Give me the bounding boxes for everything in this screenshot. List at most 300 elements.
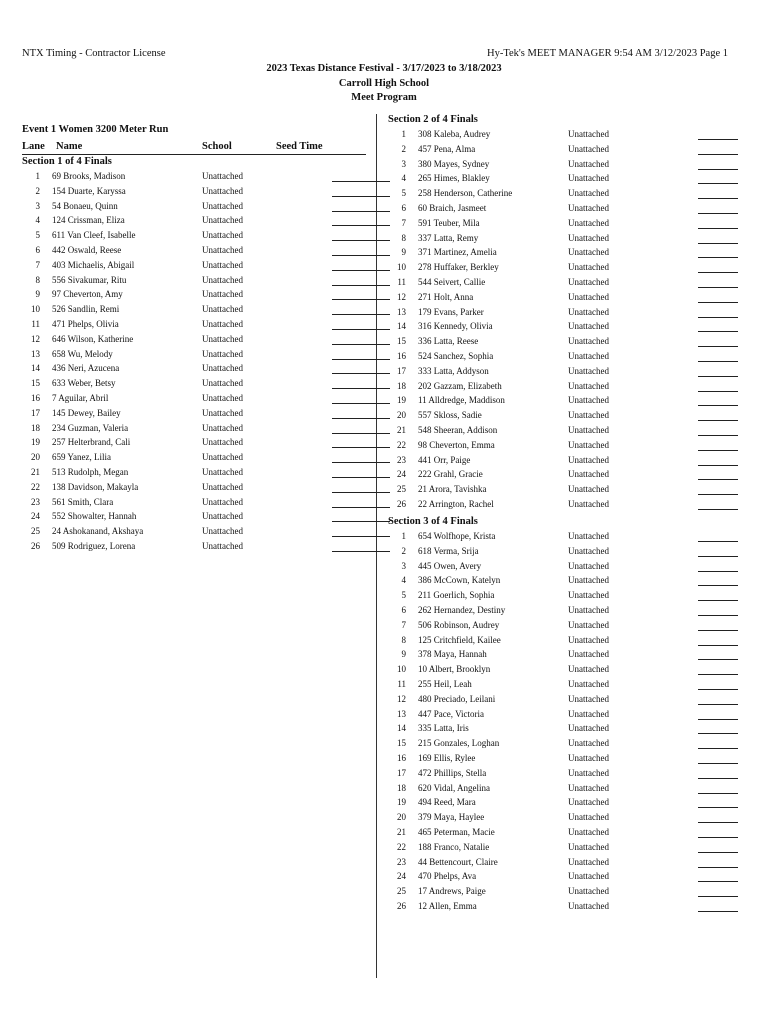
entry-lane: 23 bbox=[31, 496, 40, 507]
entry-row bbox=[388, 425, 738, 440]
section-title: Section 2 of 4 Finals bbox=[388, 114, 478, 125]
entry-row bbox=[388, 620, 738, 635]
entry-lane: 19 bbox=[31, 437, 40, 448]
entry-name: 371 Martinez, Amelia bbox=[418, 247, 497, 258]
entry-row bbox=[388, 336, 738, 351]
entry-seed-time-blank bbox=[698, 469, 738, 480]
entry-school: Unattached bbox=[568, 173, 609, 184]
entry-row bbox=[22, 467, 390, 482]
entry-school: Unattached bbox=[568, 277, 609, 287]
entry-lane: 24 bbox=[31, 511, 40, 522]
entry-row bbox=[388, 203, 738, 218]
entry-lane: 26 bbox=[31, 541, 40, 551]
entry-lane: 9 bbox=[401, 247, 406, 258]
entry-row bbox=[388, 173, 738, 188]
entry-lane: 3 bbox=[401, 158, 406, 169]
entry-school: Unattached bbox=[202, 289, 243, 300]
entry-seed-time-blank bbox=[698, 768, 738, 779]
entry-name: 265 Himes, Blakley bbox=[418, 173, 490, 184]
entry-seed-time-blank bbox=[698, 694, 738, 705]
entry-seed-time-blank bbox=[698, 499, 738, 510]
entry-name: 215 Gonzales, Loghan bbox=[418, 738, 500, 749]
entry-name: 54 Bonaeu, Quinn bbox=[52, 200, 118, 211]
entry-school: Unattached bbox=[568, 693, 609, 704]
entry-seed-time-blank bbox=[698, 679, 738, 690]
entry-lane: 26 bbox=[397, 499, 406, 509]
entry-school: Unattached bbox=[568, 901, 609, 911]
entry-seed-time-blank bbox=[698, 292, 738, 303]
entry-seed-time-blank bbox=[698, 425, 738, 436]
entry-lane: 7 bbox=[401, 217, 406, 228]
entry-lane: 15 bbox=[31, 378, 40, 389]
entry-lane: 18 bbox=[397, 380, 406, 391]
entry-school: Unattached bbox=[202, 511, 243, 522]
entry-school: Unattached bbox=[568, 738, 609, 749]
entry-name: 308 Kaleba, Audrey bbox=[418, 129, 491, 139]
entry-seed-time-blank bbox=[332, 334, 390, 345]
entry-lane: 8 bbox=[401, 232, 406, 243]
entry-lane: 13 bbox=[397, 708, 406, 719]
entry-lane: 10 bbox=[31, 304, 40, 315]
entry-seed-time-blank bbox=[698, 723, 738, 734]
entry-seed-time-blank bbox=[698, 812, 738, 823]
entry-seed-time-blank bbox=[698, 410, 738, 421]
entry-name: 457 Pena, Alma bbox=[418, 143, 476, 154]
entry-name: 316 Kennedy, Olivia bbox=[418, 321, 493, 332]
entry-row bbox=[22, 245, 390, 260]
entry-seed-time-blank bbox=[698, 351, 738, 362]
entry-name: 552 Showalter, Hannah bbox=[52, 511, 137, 522]
entry-row bbox=[388, 738, 738, 753]
entry-seed-time-blank bbox=[698, 336, 738, 347]
entry-row bbox=[388, 783, 738, 798]
entry-lane: 5 bbox=[401, 590, 406, 601]
entry-row bbox=[388, 366, 738, 381]
entry-name: 179 Evans, Parker bbox=[418, 306, 484, 317]
entry-name: 138 Davidson, Makayla bbox=[52, 481, 139, 492]
entry-row bbox=[388, 753, 738, 768]
entry-name: 513 Rudolph, Megan bbox=[52, 467, 129, 477]
entry-seed-time-blank bbox=[332, 511, 390, 522]
entry-lane: 5 bbox=[35, 230, 40, 241]
entry-school: Unattached bbox=[568, 203, 609, 213]
entry-lane: 2 bbox=[401, 143, 406, 154]
entry-seed-time-blank bbox=[698, 605, 738, 616]
entry-school: Unattached bbox=[568, 336, 609, 347]
entry-school: Unattached bbox=[568, 143, 609, 154]
entry-school: Unattached bbox=[568, 469, 609, 480]
entry-row bbox=[22, 526, 390, 541]
entry-seed-time-blank bbox=[698, 783, 738, 794]
entry-lane: 9 bbox=[401, 649, 406, 660]
entry-seed-time-blank bbox=[332, 275, 390, 286]
header-right-software: Hy-Tek's MEET MANAGER 9:54 AM 3/12/2023 Page 1 bbox=[487, 48, 728, 59]
entry-lane: 19 bbox=[397, 395, 406, 406]
entry-row bbox=[22, 230, 390, 245]
entry-name: 271 Holt, Anna bbox=[418, 291, 474, 302]
entry-school: Unattached bbox=[568, 664, 609, 675]
column-school: School bbox=[202, 141, 232, 152]
entry-school: Unattached bbox=[202, 481, 243, 492]
entry-name: 188 Franco, Natalie bbox=[418, 841, 490, 852]
entry-name: 169 Ellis, Rylee bbox=[418, 753, 476, 763]
entry-row bbox=[388, 664, 738, 679]
entry-school: Unattached bbox=[202, 171, 243, 181]
entry-row bbox=[22, 201, 390, 216]
entry-seed-time-blank bbox=[332, 260, 390, 271]
entry-name: 22 Arrington, Rachel bbox=[418, 499, 494, 509]
entry-school: Unattached bbox=[568, 886, 609, 897]
section-title: Section 3 of 4 Finals bbox=[388, 516, 478, 527]
entry-lane: 18 bbox=[31, 422, 40, 433]
entry-seed-time-blank bbox=[332, 541, 390, 552]
entry-row bbox=[388, 886, 738, 901]
entry-lane: 24 bbox=[397, 871, 406, 882]
entry-lane: 2 bbox=[35, 185, 40, 196]
entry-lane: 12 bbox=[397, 693, 406, 704]
entry-seed-time-blank bbox=[698, 188, 738, 199]
entry-row bbox=[388, 575, 738, 590]
entry-lane: 17 bbox=[397, 767, 406, 778]
entry-row bbox=[22, 171, 390, 186]
entry-row bbox=[388, 531, 738, 546]
entry-seed-time-blank bbox=[698, 440, 738, 451]
entry-seed-time-blank bbox=[698, 738, 738, 749]
entry-name: 379 Maya, Haylee bbox=[418, 812, 485, 823]
entry-name: 480 Preciado, Leilani bbox=[418, 693, 496, 704]
entry-school: Unattached bbox=[202, 437, 243, 448]
entry-seed-time-blank bbox=[332, 467, 390, 478]
event-title: Event 1 Women 3200 Meter Run bbox=[22, 124, 169, 135]
entry-lane: 24 bbox=[397, 469, 406, 480]
entry-lane: 2 bbox=[401, 545, 406, 556]
entry-row bbox=[388, 561, 738, 576]
entry-name: 561 Smith, Clara bbox=[52, 496, 114, 507]
entry-name: 471 Phelps, Olivia bbox=[52, 319, 119, 329]
entry-school: Unattached bbox=[568, 291, 609, 302]
entry-lane: 11 bbox=[31, 319, 40, 329]
entry-row bbox=[22, 186, 390, 201]
entry-seed-time-blank bbox=[698, 129, 738, 140]
entry-name: 403 Michaelis, Abigail bbox=[52, 259, 135, 270]
entry-row bbox=[22, 260, 390, 275]
entry-school: Unattached bbox=[202, 319, 243, 329]
entry-name: 262 Hernandez, Destiny bbox=[418, 605, 506, 615]
entry-name: 556 Sivakumar, Ritu bbox=[52, 274, 127, 285]
entry-row bbox=[388, 188, 738, 203]
entry-lane: 9 bbox=[35, 289, 40, 300]
entry-row bbox=[22, 378, 390, 393]
entry-seed-time-blank bbox=[698, 575, 738, 586]
entry-name: 258 Henderson, Catherine bbox=[418, 188, 513, 199]
entry-school: Unattached bbox=[568, 380, 609, 391]
entry-lane: 26 bbox=[397, 901, 406, 911]
entry-name: 333 Latta, Addyson bbox=[418, 365, 489, 376]
entry-name: 494 Reed, Mara bbox=[418, 797, 476, 808]
entry-seed-time-blank bbox=[698, 842, 738, 853]
entry-seed-time-blank bbox=[698, 531, 738, 542]
entry-lane: 14 bbox=[397, 321, 406, 332]
section-title: Section 1 of 4 Finals bbox=[22, 156, 112, 167]
entry-name: 557 Skloss, Sadie bbox=[418, 410, 482, 421]
entry-row bbox=[388, 797, 738, 812]
entry-name: 436 Neri, Azucena bbox=[52, 363, 120, 374]
entry-lane: 11 bbox=[397, 679, 406, 689]
entry-name: 544 Seivert, Callie bbox=[418, 277, 486, 287]
entry-seed-time-blank bbox=[698, 590, 738, 601]
entry-seed-time-blank bbox=[698, 871, 738, 882]
entry-lane: 16 bbox=[397, 351, 406, 361]
entry-name: 447 Pace, Victoria bbox=[418, 708, 485, 719]
entry-row bbox=[388, 469, 738, 484]
entry-name: 336 Latta, Reese bbox=[418, 336, 479, 347]
entry-row bbox=[388, 277, 738, 292]
entry-school: Unattached bbox=[202, 378, 243, 389]
entry-school: Unattached bbox=[568, 827, 609, 837]
entry-lane: 11 bbox=[397, 277, 406, 287]
entry-row bbox=[388, 871, 738, 886]
entry-row bbox=[22, 363, 390, 378]
entry-seed-time-blank bbox=[698, 484, 738, 495]
entry-row bbox=[388, 546, 738, 561]
entry-school: Unattached bbox=[568, 129, 609, 139]
entry-seed-time-blank bbox=[332, 304, 390, 315]
entry-lane: 20 bbox=[31, 452, 40, 463]
entry-lane: 14 bbox=[31, 363, 40, 374]
entry-name: 98 Cheverton, Emma bbox=[418, 439, 495, 450]
entry-name: 7 Aguilar, Abril bbox=[52, 393, 109, 403]
entry-seed-time-blank bbox=[332, 171, 390, 182]
entry-school: Unattached bbox=[568, 856, 609, 867]
entry-school: Unattached bbox=[202, 230, 243, 241]
entry-school: Unattached bbox=[568, 232, 609, 243]
entry-row bbox=[22, 275, 390, 290]
entry-seed-time-blank bbox=[332, 289, 390, 300]
entry-row bbox=[388, 410, 738, 425]
entry-row bbox=[22, 349, 390, 364]
entry-name: 654 Wolfhope, Krista bbox=[418, 531, 496, 541]
entry-school: Unattached bbox=[568, 812, 609, 823]
entry-row bbox=[388, 351, 738, 366]
entry-row bbox=[22, 437, 390, 452]
entry-name: 506 Robinson, Audrey bbox=[418, 619, 500, 630]
entry-seed-time-blank bbox=[332, 201, 390, 212]
entry-school: Unattached bbox=[568, 499, 609, 509]
entry-school: Unattached bbox=[568, 841, 609, 852]
entry-seed-time-blank bbox=[698, 307, 738, 318]
entry-school: Unattached bbox=[568, 217, 609, 228]
meet-venue: Carroll High School bbox=[338, 77, 430, 89]
entry-lane: 17 bbox=[397, 365, 406, 376]
entry-seed-time-blank bbox=[698, 664, 738, 675]
entry-row bbox=[22, 393, 390, 408]
entry-name: 658 Wu, Melody bbox=[52, 348, 113, 359]
entry-school: Unattached bbox=[568, 590, 609, 601]
entry-school: Unattached bbox=[568, 365, 609, 376]
entry-lane: 20 bbox=[397, 812, 406, 823]
entry-seed-time-blank bbox=[698, 321, 738, 332]
entry-school: Unattached bbox=[202, 393, 243, 403]
entry-row bbox=[22, 511, 390, 526]
entry-school: Unattached bbox=[568, 321, 609, 332]
entry-lane: 22 bbox=[397, 841, 406, 852]
entry-school: Unattached bbox=[568, 247, 609, 258]
entry-name: 44 Bettencourt, Claire bbox=[418, 856, 498, 867]
entry-lane: 10 bbox=[397, 664, 406, 675]
entry-row bbox=[388, 812, 738, 827]
entry-school: Unattached bbox=[202, 526, 243, 537]
entry-row bbox=[388, 218, 738, 233]
entry-lane: 21 bbox=[397, 425, 406, 435]
entry-name: 465 Peterman, Macie bbox=[418, 827, 495, 837]
entry-seed-time-blank bbox=[698, 561, 738, 572]
entry-lane: 13 bbox=[31, 348, 40, 359]
entry-name: 202 Gazzam, Elizabeth bbox=[418, 380, 502, 391]
entry-name: 154 Duarte, Karyssa bbox=[52, 185, 126, 196]
entry-lane: 22 bbox=[31, 481, 40, 492]
entry-row bbox=[388, 159, 738, 174]
entry-lane: 19 bbox=[397, 797, 406, 808]
entry-row bbox=[22, 423, 390, 438]
entry-seed-time-blank bbox=[698, 247, 738, 258]
entry-school: Unattached bbox=[202, 422, 243, 433]
entry-lane: 21 bbox=[397, 827, 406, 837]
entry-name: 646 Wilson, Katherine bbox=[52, 333, 134, 344]
entry-school: Unattached bbox=[202, 363, 243, 374]
entry-seed-time-blank bbox=[698, 827, 738, 838]
entry-school: Unattached bbox=[202, 467, 243, 477]
entry-seed-time-blank bbox=[698, 366, 738, 377]
entry-name: 526 Sandlin, Remi bbox=[52, 304, 120, 315]
column-name: Name bbox=[56, 141, 83, 152]
entry-row bbox=[388, 635, 738, 650]
entry-school: Unattached bbox=[568, 797, 609, 808]
entry-lane: 1 bbox=[401, 531, 406, 541]
entry-lane: 10 bbox=[397, 262, 406, 273]
entry-row bbox=[388, 129, 738, 144]
entry-seed-time-blank bbox=[698, 395, 738, 406]
entry-name: 278 Huffaker, Berkley bbox=[418, 262, 499, 273]
entry-school: Unattached bbox=[568, 560, 609, 571]
entry-row bbox=[22, 215, 390, 230]
entry-school: Unattached bbox=[568, 395, 609, 406]
entry-school: Unattached bbox=[568, 634, 609, 645]
column-header bbox=[22, 141, 366, 155]
entry-row bbox=[22, 497, 390, 512]
meet-title: 2023 Texas Distance Festival - 3/17/2023 to 3/18/2023 bbox=[266, 63, 502, 74]
entry-seed-time-blank bbox=[698, 901, 738, 912]
entry-seed-time-blank bbox=[698, 262, 738, 273]
entry-seed-time-blank bbox=[332, 215, 390, 226]
meet-titles bbox=[0, 62, 768, 106]
entry-name: 12 Allen, Emma bbox=[418, 901, 477, 911]
entry-lane: 16 bbox=[31, 393, 40, 403]
entry-school: Unattached bbox=[568, 188, 609, 199]
entry-lane: 8 bbox=[35, 274, 40, 285]
entry-school: Unattached bbox=[568, 454, 609, 465]
entry-name: 21 Arora, Tavishka bbox=[418, 484, 487, 495]
entry-row bbox=[388, 381, 738, 396]
entry-school: Unattached bbox=[568, 545, 609, 556]
entry-name: 591 Teuber, Mila bbox=[418, 217, 480, 228]
entry-lane: 25 bbox=[397, 886, 406, 897]
entry-name: 257 Helterbrand, Cali bbox=[52, 437, 131, 448]
entry-row bbox=[22, 408, 390, 423]
entry-seed-time-blank bbox=[698, 857, 738, 868]
entry-lane: 6 bbox=[35, 245, 40, 255]
entry-lane: 1 bbox=[401, 129, 406, 139]
entry-row bbox=[388, 247, 738, 262]
entry-row bbox=[388, 723, 738, 738]
entry-school: Unattached bbox=[202, 348, 243, 359]
entry-name: 337 Latta, Remy bbox=[418, 232, 479, 243]
entry-row bbox=[388, 827, 738, 842]
entry-seed-time-blank bbox=[332, 378, 390, 389]
entry-row bbox=[388, 768, 738, 783]
entry-seed-time-blank bbox=[698, 173, 738, 184]
entry-school: Unattached bbox=[568, 782, 609, 793]
entry-name: 548 Sheeran, Addison bbox=[418, 425, 498, 435]
entry-name: 633 Weber, Betsy bbox=[52, 378, 116, 389]
entry-school: Unattached bbox=[202, 333, 243, 344]
entry-seed-time-blank bbox=[698, 144, 738, 155]
entry-row bbox=[388, 440, 738, 455]
entry-school: Unattached bbox=[202, 496, 243, 507]
column-lane: Lane bbox=[22, 141, 45, 152]
entry-seed-time-blank bbox=[698, 635, 738, 646]
entry-name: 472 Phillips, Stella bbox=[418, 767, 487, 778]
entry-seed-time-blank bbox=[332, 497, 390, 508]
entry-row bbox=[388, 455, 738, 470]
entry-seed-time-blank bbox=[698, 546, 738, 557]
entry-row bbox=[388, 307, 738, 322]
entry-lane: 4 bbox=[401, 575, 406, 586]
entry-name: 69 Brooks, Madison bbox=[52, 171, 126, 181]
entry-lane: 1 bbox=[35, 171, 40, 181]
entry-lane: 6 bbox=[401, 605, 406, 615]
entry-row bbox=[388, 499, 738, 514]
entry-school: Unattached bbox=[568, 871, 609, 882]
entry-row bbox=[388, 321, 738, 336]
entry-school: Unattached bbox=[568, 605, 609, 615]
entry-name: 509 Rodriguez, Lorena bbox=[52, 541, 136, 551]
entry-lane: 12 bbox=[397, 291, 406, 302]
column-seed-time: Seed Time bbox=[276, 141, 323, 152]
entry-lane: 14 bbox=[397, 723, 406, 734]
entry-name: 380 Mayes, Sydney bbox=[418, 158, 490, 169]
entry-school: Unattached bbox=[568, 351, 609, 361]
entry-lane: 25 bbox=[31, 526, 40, 537]
entry-name: 620 Vidal, Angelina bbox=[418, 782, 491, 793]
entry-seed-time-blank bbox=[332, 186, 390, 197]
entry-seed-time-blank bbox=[698, 218, 738, 229]
entry-row bbox=[22, 289, 390, 304]
entry-school: Unattached bbox=[568, 158, 609, 169]
entry-lane: 23 bbox=[397, 856, 406, 867]
entry-row bbox=[388, 590, 738, 605]
entry-lane: 17 bbox=[31, 407, 40, 418]
entry-seed-time-blank bbox=[332, 482, 390, 493]
entry-lane: 8 bbox=[401, 634, 406, 645]
entry-school: Unattached bbox=[202, 407, 243, 418]
entry-row bbox=[22, 452, 390, 467]
entry-school: Unattached bbox=[568, 410, 609, 421]
entry-row bbox=[22, 319, 390, 334]
entry-name: 618 Verma, Srija bbox=[418, 545, 479, 556]
entry-seed-time-blank bbox=[698, 455, 738, 466]
entry-name: 17 Andrews, Paige bbox=[418, 886, 486, 897]
entry-school: Unattached bbox=[568, 439, 609, 450]
